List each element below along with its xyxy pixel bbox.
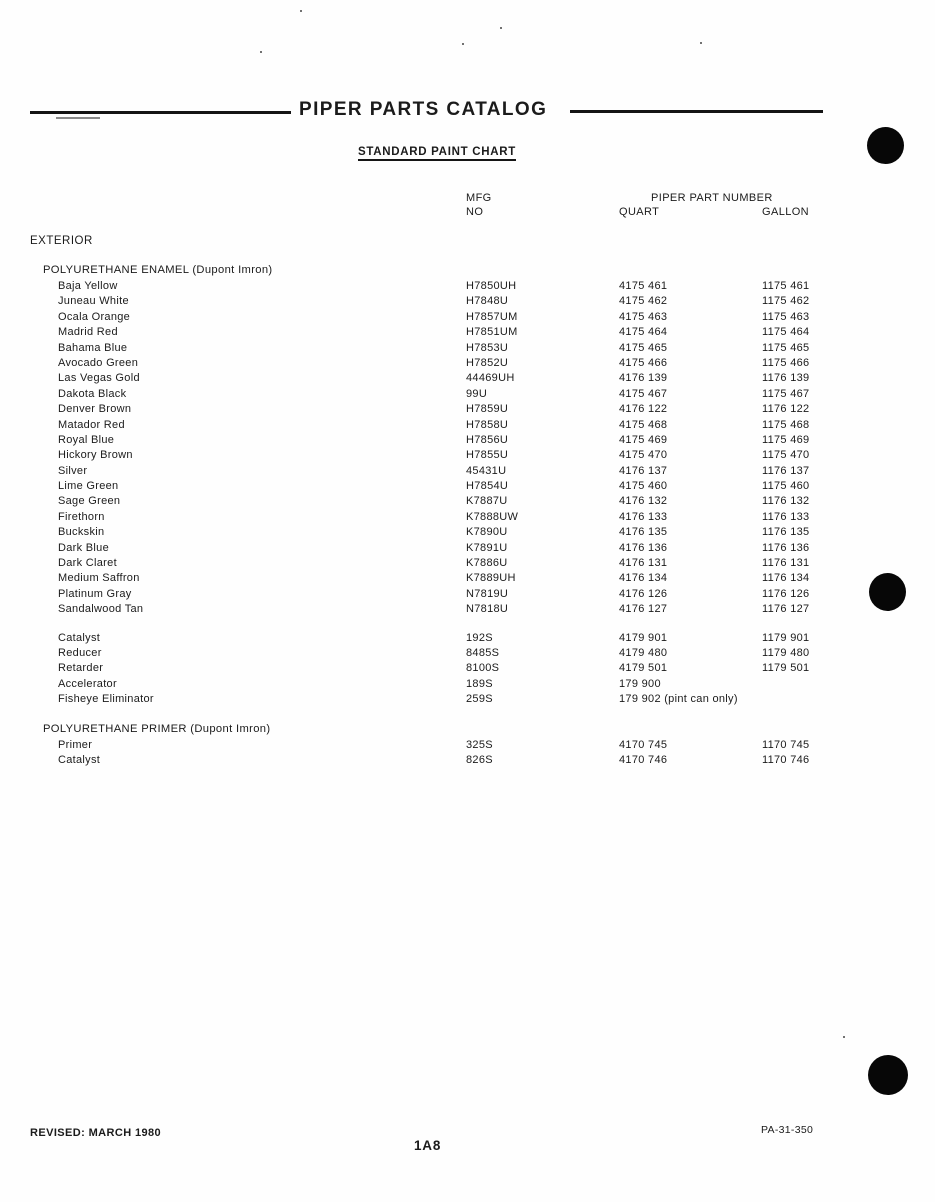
mfg-no-cell: K7889UH — [466, 572, 516, 585]
paint-group — [0, 264, 935, 709]
mfg-no-cell: H7854U — [466, 480, 509, 493]
mfg-no-cell: H7859U — [466, 403, 509, 416]
quart-part-number-cell: 4176 135 — [619, 526, 668, 539]
paint-name-cell: Dark Claret — [58, 557, 117, 570]
gallon-part-number-cell: 1176 136 — [762, 541, 810, 554]
quart-part-number-cell: 4176 137 — [619, 464, 668, 477]
table-row — [0, 754, 935, 769]
paint-name-cell: Primer — [58, 738, 93, 751]
paint-name-cell: Baja Yellow — [58, 280, 118, 292]
table-row — [0, 588, 935, 603]
mfg-no-cell: H7856U — [466, 433, 509, 446]
table-row — [0, 295, 935, 310]
gallon-part-number-cell: 1170 745 — [762, 738, 810, 751]
gallon-part-number-cell: 1175 461 — [762, 280, 810, 292]
table-row — [0, 403, 935, 418]
mfg-no-cell: H7857UM — [466, 310, 518, 323]
gallon-part-number-cell: 1176 139 — [762, 372, 810, 385]
paint-name-cell: Madrid Red — [58, 326, 118, 339]
document-code: PA-31-350 — [761, 1124, 814, 1136]
paint-name-cell: Reducer — [58, 646, 102, 659]
paint-name-cell: Sandalwood Tan — [58, 603, 144, 616]
paint-name-cell: Dakota Black — [58, 387, 127, 400]
quart-part-number-cell: 4179 480 — [619, 646, 668, 659]
mfg-no-cell: 189S — [466, 677, 493, 690]
table-row — [0, 511, 935, 526]
paint-group — [0, 723, 935, 770]
table-row — [0, 465, 935, 480]
gallon-part-number-cell: 1176 127 — [762, 603, 810, 616]
table-row — [0, 632, 935, 647]
gallon-part-number-cell: 1176 133 — [762, 510, 810, 523]
gallon-part-number-cell: 1175 467 — [762, 387, 810, 400]
quart-part-number-cell: 4176 134 — [619, 572, 668, 585]
gallon-part-number-cell: 1176 134 — [762, 572, 810, 585]
gallon-part-number-cell: 1175 464 — [762, 326, 810, 339]
paint-name-cell: Dark Blue — [58, 541, 109, 554]
mfg-no-cell: N7818U — [466, 603, 509, 616]
quart-part-number-cell: 4170 745 — [619, 738, 668, 751]
table-row — [0, 557, 935, 572]
quart-part-number-cell: 4175 467 — [619, 387, 668, 400]
quart-part-number-cell: 4176 131 — [619, 557, 668, 570]
scan-speck — [500, 27, 502, 29]
quart-part-number-cell: 4175 468 — [619, 418, 668, 431]
group-heading: POLYURETHANE PRIMER (Dupont Imron) — [43, 722, 271, 735]
gallon-part-number-cell: 1179 501 — [762, 662, 810, 675]
paint-name-cell: Las Vegas Gold — [58, 372, 140, 385]
table-row — [0, 388, 935, 403]
mfg-no-cell: K7891U — [466, 541, 508, 554]
group-heading: POLYURETHANE ENAMEL (Dupont Imron) — [43, 264, 273, 276]
mfg-no-cell: 192S — [466, 631, 493, 644]
mfg-no-cell: H7848U — [466, 295, 509, 308]
quart-part-number-cell: 179 902 (pint can only) — [619, 693, 738, 706]
paint-name-cell: Bahama Blue — [58, 341, 128, 354]
punch-hole-bottom — [868, 1055, 908, 1095]
quart-part-number-cell: 4176 136 — [619, 541, 668, 554]
section-label-exterior: EXTERIOR — [30, 235, 93, 247]
paint-name-cell: Fisheye Eliminator — [58, 693, 154, 706]
paint-name-cell: Royal Blue — [58, 433, 115, 446]
mfg-no-cell: 8100S — [466, 662, 500, 675]
punch-hole-top — [867, 127, 904, 164]
gallon-part-number-cell: 1175 469 — [762, 433, 810, 446]
quart-part-number-cell: 4179 501 — [619, 662, 668, 675]
scan-speck — [300, 10, 302, 12]
paint-name-cell: Platinum Gray — [58, 587, 132, 600]
paint-name-cell: Buckskin — [58, 526, 105, 539]
paint-name-cell: Firethorn — [58, 510, 105, 523]
paint-chart-table — [0, 264, 935, 769]
row-block — [0, 280, 935, 619]
gallon-part-number-cell: 1175 468 — [762, 418, 810, 431]
paint-name-cell: Avocado Green — [58, 356, 139, 369]
table-row — [0, 434, 935, 449]
gallon-part-number-cell: 1170 746 — [762, 753, 810, 766]
table-row — [0, 526, 935, 541]
mfg-no-cell: H7853U — [466, 341, 509, 354]
gallon-part-number-cell: 1176 135 — [762, 526, 810, 539]
gallon-part-number-cell: 1175 460 — [762, 480, 810, 493]
column-header-quart: QUART — [619, 206, 660, 218]
mfg-no-cell: H7858U — [466, 418, 509, 431]
paint-name-cell: Retarder — [58, 662, 104, 675]
column-header-gallon: GALLON — [762, 206, 810, 218]
quart-part-number-cell: 4175 462 — [619, 295, 668, 308]
mfg-no-cell: 8485S — [466, 646, 500, 659]
paint-name-cell: Juneau White — [58, 295, 129, 308]
quart-part-number-cell: 4170 746 — [619, 753, 668, 766]
quart-part-number-cell: 4175 460 — [619, 480, 668, 493]
paint-name-cell: Catalyst — [58, 631, 101, 644]
quart-part-number-cell: 4175 464 — [619, 326, 668, 339]
table-row — [0, 449, 935, 464]
gallon-part-number-cell: 1176 132 — [762, 495, 810, 508]
table-row — [0, 542, 935, 557]
table-row — [0, 693, 935, 708]
paint-name-cell: Lime Green — [58, 480, 119, 493]
mfg-no-cell: K7888UW — [466, 510, 519, 523]
mfg-no-cell: 44469UH — [466, 372, 515, 385]
mfg-no-cell: K7887U — [466, 495, 508, 508]
table-row — [0, 372, 935, 387]
paint-name-cell: Hickory Brown — [58, 449, 133, 462]
mfg-no-cell: N7819U — [466, 587, 509, 600]
paint-name-cell: Ocala Orange — [58, 310, 131, 323]
gallon-part-number-cell: 1175 462 — [762, 295, 810, 308]
title-rule-right — [570, 110, 823, 113]
scan-speck — [260, 51, 262, 53]
table-row — [0, 357, 935, 372]
punch-hole-middle — [869, 573, 906, 611]
quart-part-number-cell: 4175 465 — [619, 341, 668, 354]
quart-part-number-cell: 4175 466 — [619, 356, 668, 369]
quart-part-number-cell: 4179 901 — [619, 631, 668, 644]
mfg-no-cell: 325S — [466, 738, 493, 751]
gallon-part-number-cell: 1176 131 — [762, 557, 810, 570]
table-row — [0, 419, 935, 434]
gallon-part-number-cell: 1175 465 — [762, 341, 810, 354]
mfg-no-cell: H7852U — [466, 356, 509, 369]
mfg-no-cell: 45431U — [466, 464, 507, 477]
gallon-part-number-cell: 1175 466 — [762, 356, 810, 369]
table-row — [0, 495, 935, 510]
gallon-part-number-cell: 1176 137 — [762, 464, 810, 477]
quart-part-number-cell: 4176 122 — [619, 403, 668, 416]
table-row — [0, 603, 935, 618]
page-number: 1A8 — [414, 1138, 442, 1153]
mfg-no-cell: H7855U — [466, 449, 509, 462]
table-row — [0, 480, 935, 495]
gallon-part-number-cell: 1175 470 — [762, 449, 810, 462]
quart-part-number-cell: 4175 461 — [619, 280, 668, 292]
scan-speck — [462, 43, 464, 45]
mfg-no-cell: 259S — [466, 693, 493, 706]
row-block — [0, 632, 935, 709]
gallon-part-number-cell: 1175 463 — [762, 310, 810, 323]
column-header-piper-part-number: PIPER PART NUMBER — [651, 192, 773, 204]
gallon-part-number-cell: 1176 126 — [762, 587, 810, 600]
table-row — [0, 647, 935, 662]
mfg-no-cell: K7890U — [466, 526, 508, 539]
table-row — [0, 678, 935, 693]
quart-part-number-cell: 4175 469 — [619, 433, 668, 446]
table-row — [0, 342, 935, 357]
quart-part-number-cell: 4176 133 — [619, 510, 668, 523]
mfg-no-cell: K7886U — [466, 557, 508, 570]
chart-subtitle: STANDARD PAINT CHART — [358, 146, 516, 161]
row-block — [0, 739, 935, 770]
gallon-part-number-cell: 1176 122 — [762, 403, 810, 416]
column-header-mfg: MFG — [466, 192, 492, 204]
quart-part-number-cell: 4176 126 — [619, 587, 668, 600]
quart-part-number-cell: 179 900 — [619, 677, 661, 690]
quart-part-number-cell: 4176 132 — [619, 495, 668, 508]
mfg-no-cell: 99U — [466, 387, 488, 400]
quart-part-number-cell: 4176 139 — [619, 372, 668, 385]
paint-name-cell: Silver — [58, 464, 88, 477]
gallon-part-number-cell: 1179 901 — [762, 631, 810, 644]
mfg-no-cell: H7850UH — [466, 280, 517, 292]
column-header-no: NO — [466, 206, 484, 218]
quart-part-number-cell: 4176 127 — [619, 603, 668, 616]
table-row — [0, 739, 935, 754]
paint-name-cell: Sage Green — [58, 495, 121, 508]
paint-name-cell: Matador Red — [58, 418, 125, 431]
table-row — [0, 326, 935, 341]
title-rule-left — [30, 111, 291, 114]
quart-part-number-cell: 4175 463 — [619, 310, 668, 323]
gallon-part-number-cell: 1179 480 — [762, 646, 810, 659]
quart-part-number-cell: 4175 470 — [619, 449, 668, 462]
table-row — [0, 311, 935, 326]
table-row — [0, 572, 935, 587]
paint-name-cell: Medium Saffron — [58, 572, 140, 585]
revision-date: REVISED: MARCH 1980 — [30, 1127, 162, 1139]
scan-speck — [700, 42, 702, 44]
table-row — [0, 662, 935, 677]
mfg-no-cell: H7851UM — [466, 326, 518, 339]
page-title: PIPER PARTS CATALOG — [299, 99, 548, 120]
paint-name-cell: Denver Brown — [58, 403, 132, 416]
mfg-no-cell: 826S — [466, 753, 493, 766]
paint-name-cell: Catalyst — [58, 753, 101, 766]
scan-speck — [843, 1036, 845, 1038]
table-row — [0, 280, 935, 295]
paint-name-cell: Accelerator — [58, 677, 117, 690]
title-rule-left-echo — [56, 117, 100, 119]
